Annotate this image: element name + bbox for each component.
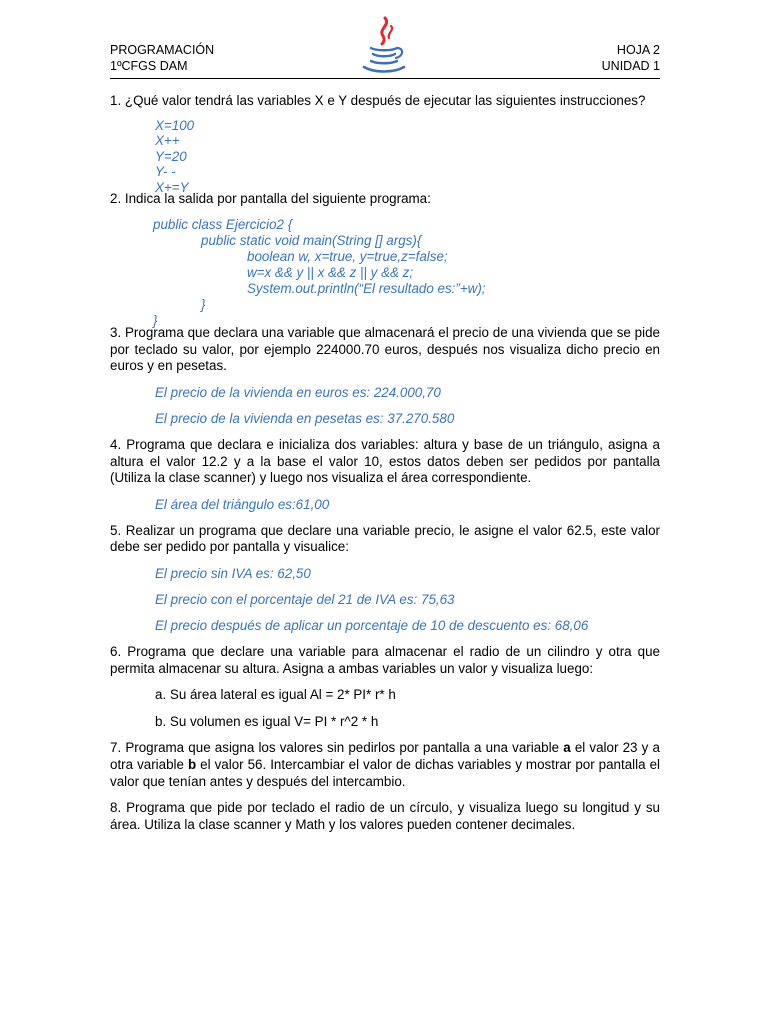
exercise-4-output: El área del triángulo es:61,00 xyxy=(155,496,330,512)
exercise-5-output: El precio después de aplicar un porcentaje de 10 de descuento es: 68,06 xyxy=(155,617,589,633)
code-line: X+=Y xyxy=(155,179,189,195)
exercise-5-text: 5. Realizar un programa que declare una variable precio, le asigne el valor 62.5, este valor debe ser pedido por pantalla y visualice: xyxy=(110,522,660,555)
exercise-3-output: El precio de la vivienda en euros es: 224.000,70 xyxy=(155,384,441,400)
exercise-8-text: 8. Programa que pide por teclado el radio de un círculo, y visualiza luego su longitud y su área. Utiliza la clase scanner y Math y los valores pueden contener decimales. xyxy=(110,800,660,832)
exercise-5-output: El precio sin IVA es: 62,50 xyxy=(155,565,311,581)
code-line: X++ xyxy=(155,133,180,149)
exercise-3-text: 3. Programa que declara una variable que almacenará el precio de una vivienda que se pide por teclado su valor, por ejemplo 224000.70 euros, después nos visualiza dicho precio en euros y en pesetas. xyxy=(110,325,660,374)
code-line: public class Ejercicio2 { xyxy=(153,217,293,233)
exercise-6-text: 6. Programa que declare una variable para almacenar el radio de un cilindro y otra que permita almacenar su altura. Asigna a ambas variables un valor y visualiza luego: xyxy=(110,643,660,676)
exercise-6-item: b. Su volumen es igual V= PI * r^2 * h xyxy=(155,713,379,729)
exercise-7-part: el valor 56. Intercambiar el valor de dichas variables y mostrar por pantalla el valor que tenían antes y después del intercambio. xyxy=(110,756,660,789)
course-title: PROGRAMACIÓN xyxy=(110,43,215,57)
code-line: } xyxy=(201,297,206,313)
page-header xyxy=(110,42,660,79)
code-line: System.out.println(“El resultado es:”+w); xyxy=(247,281,486,297)
code-line: public static void main(String [] args){ xyxy=(201,233,422,249)
exercise-6-item: a. Su área lateral es igual Al = 2* PI* r* h xyxy=(155,687,396,703)
exercise-2-text: 2. Indica la salida por pantalla del siguiente programa: xyxy=(110,190,431,206)
exercise-7-part: el valor 23 y a otra variable xyxy=(110,740,660,772)
exercise-4-text: 4. Programa que declara e inicializa dos variables: altura y base de un triángulo, asigna a altura el valor 12.2 y a la base el valor 10, estos datos deben ser pedidos por pantalla (Utiliza la clase scanner) y luego nos visualiza el área correspondiente. xyxy=(110,436,660,486)
code-line: w=x && y || x && z || y && z; xyxy=(247,265,414,281)
exercise-2-code xyxy=(110,217,660,329)
code-line: } xyxy=(153,313,158,329)
variable-a: a xyxy=(563,740,571,756)
header-left xyxy=(110,42,214,74)
code-line: boolean w, x=true, y=true,z=false; xyxy=(247,249,448,265)
code-line: X=100 xyxy=(155,117,195,133)
exercise-5-output: El precio con el porcentaje del 21 de IVA es: 75,63 xyxy=(155,591,455,607)
java-coffee-cup-icon xyxy=(358,16,410,76)
variable-b: b xyxy=(187,756,197,772)
exercise-7-text xyxy=(110,740,660,790)
exercise-7-part: 7. Programa que asigna los valores sin pedirlos por pantalla a una variable xyxy=(110,740,564,756)
sheet-number: HOJA 2 xyxy=(616,43,660,57)
unit-number: UNIDAD 1 xyxy=(601,59,660,73)
header-right xyxy=(602,42,660,74)
code-line: Y- - xyxy=(155,164,176,180)
course-group: 1ºCFGS DAM xyxy=(110,59,188,73)
exercise-1-text: 1. ¿Qué valor tendrá las variables X e Y después de ejecutar las siguientes instrucciones? xyxy=(110,93,646,108)
exercise-1-code xyxy=(110,117,660,195)
exercise-sheet xyxy=(110,93,660,833)
code-line: Y=20 xyxy=(155,148,187,164)
exercise-3-output: El precio de la vivienda en pesetas es: 37.270.580 xyxy=(155,410,455,426)
